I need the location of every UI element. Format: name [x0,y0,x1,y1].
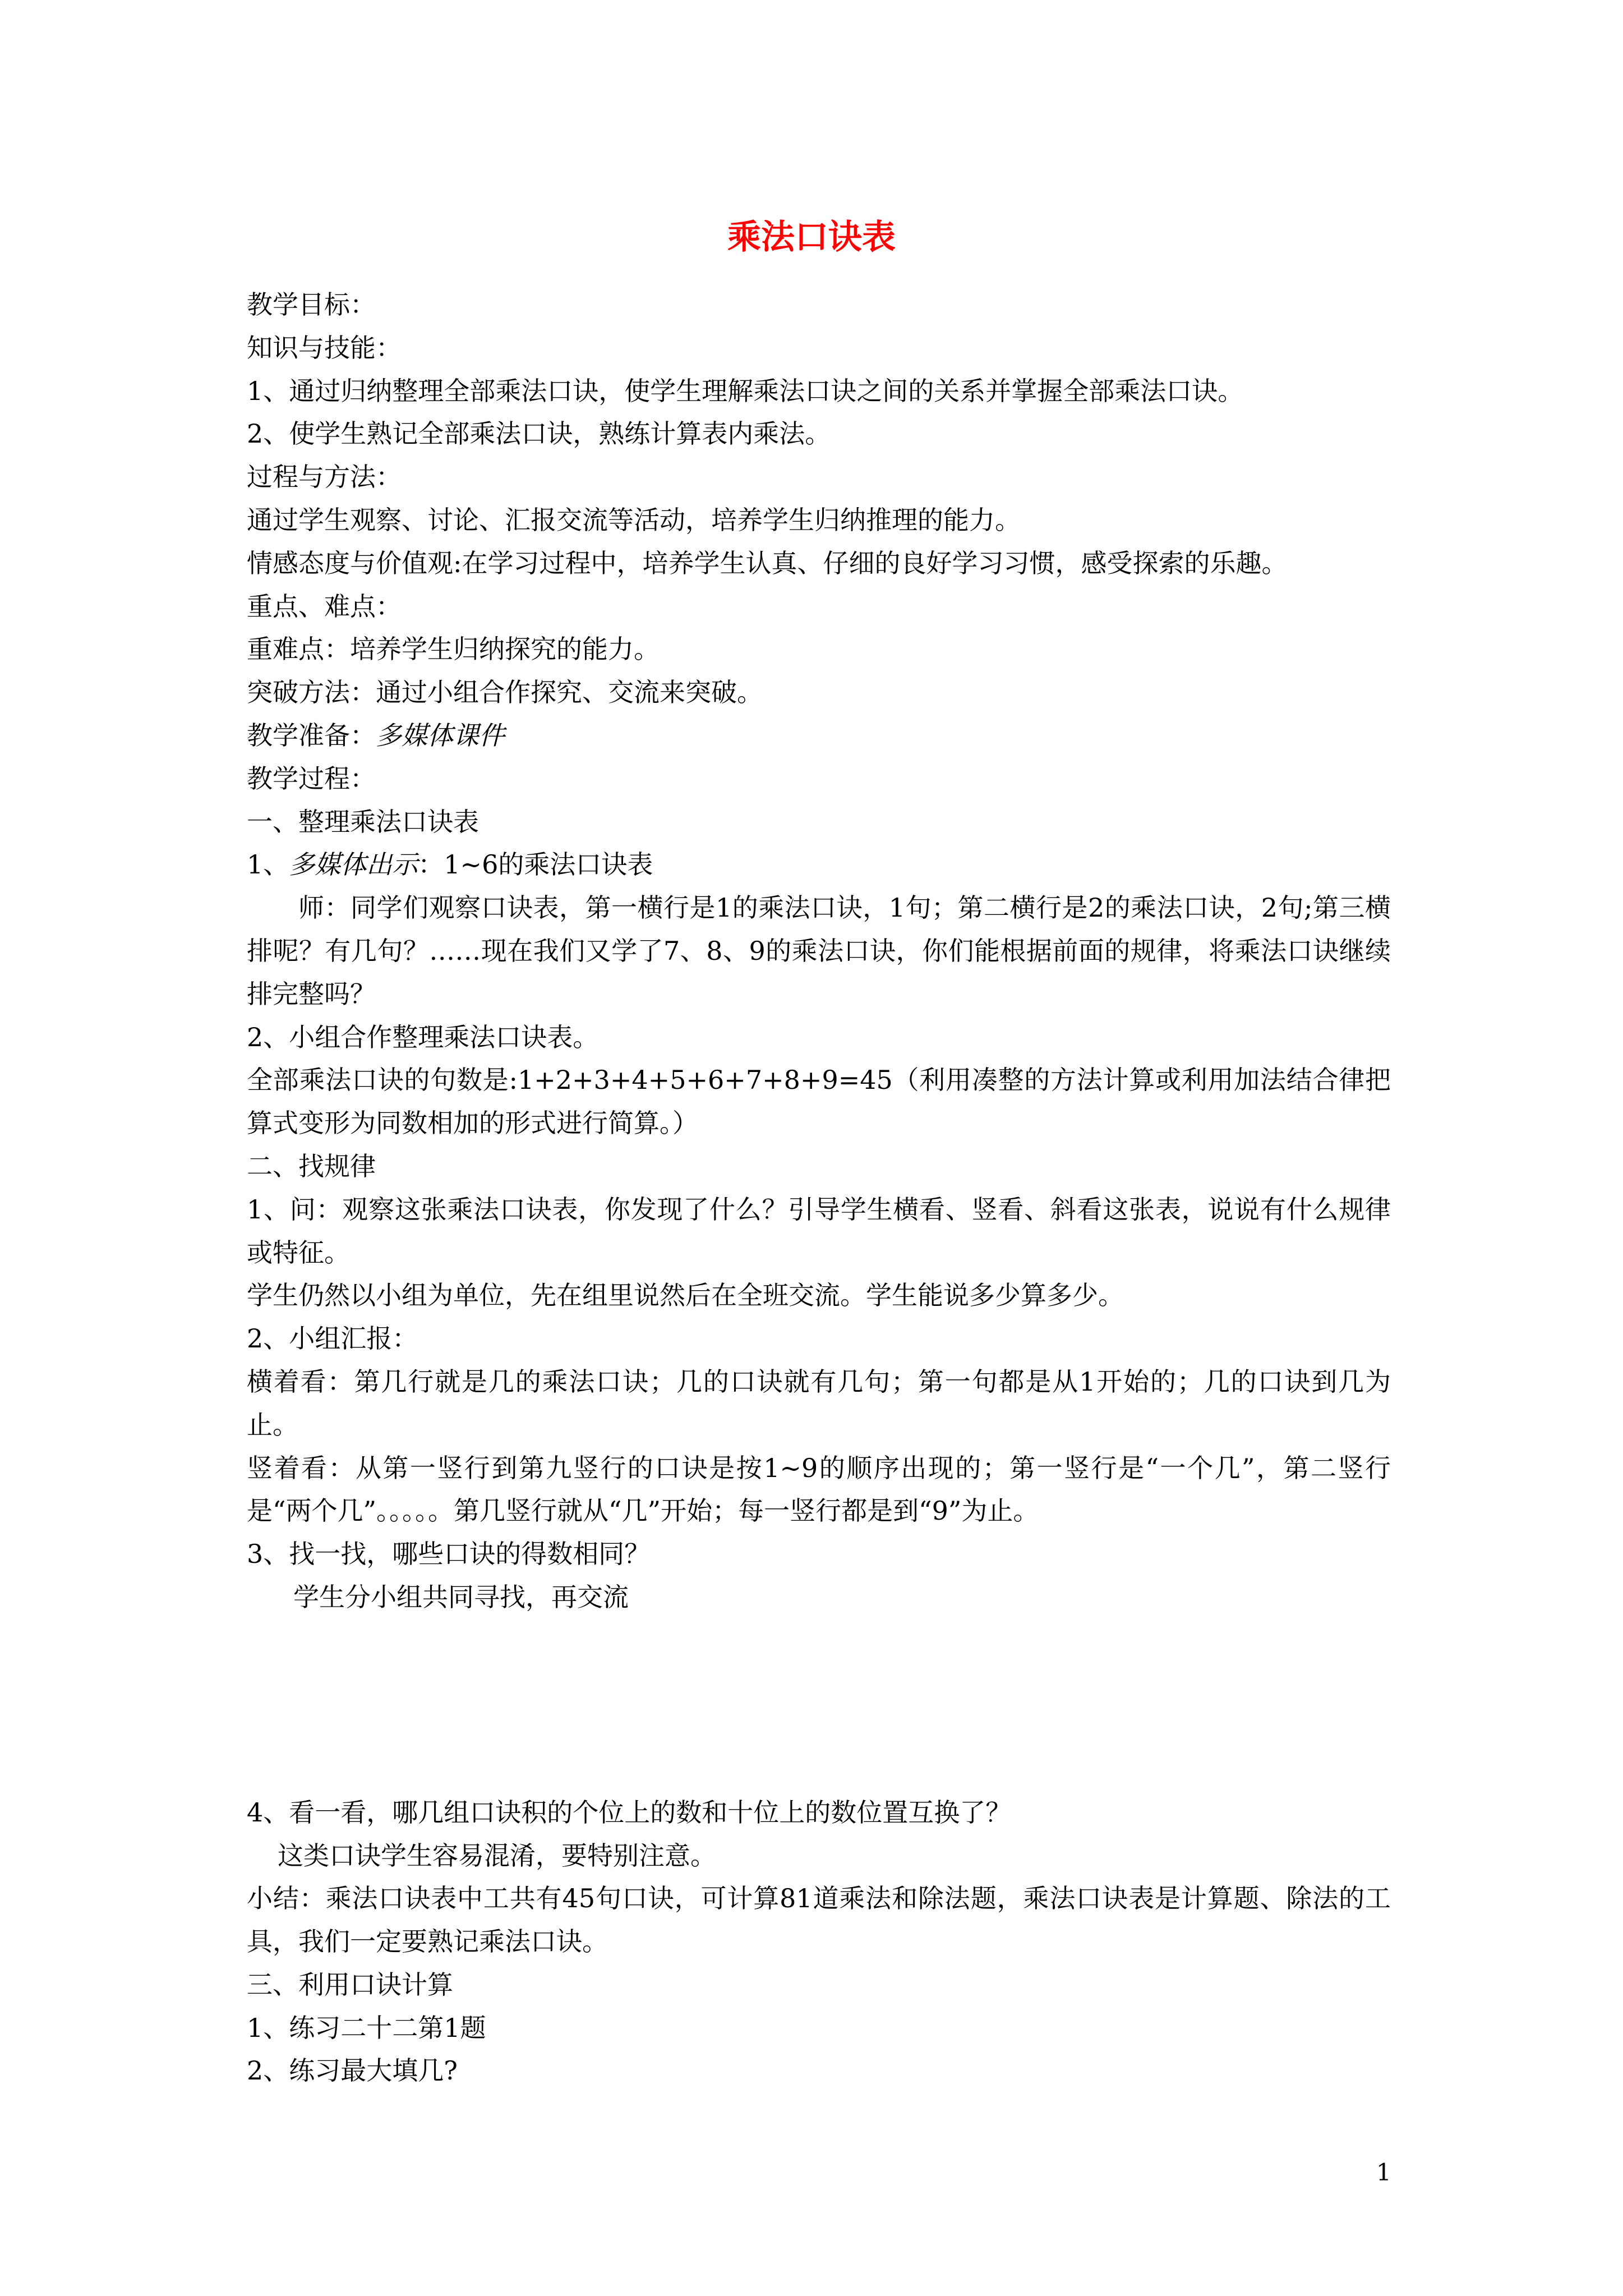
group-discussion-text: 学生仍然以小组为单位，先在组里说然后在全班交流。学生能说多少算多少。 [247,1280,1124,1311]
teacher-dialogue-paragraph: 师：同学们观察口诀表，第一横行是1的乘法口诀，1句；第二横行是2的乘法口诀，2句;第三横排呢？有几句？……现在我们又学了7、8、9的乘法口诀，你们能根据前面的规律，将乘法口诀继续排完整吗？ [247,892,1391,1009]
section-3-heading: 三、利用口诀计算 [247,1969,453,2000]
process-method-text: 通过学生观察、讨论、汇报交流等活动，培养学生归纳推理的能力。 [247,504,1021,535]
document-body [247,283,1391,2092]
attitude-values-text: 情感态度与价值观:在学习过程中，培养学生认真、仔细的良好学习习惯，感受探索的乐趣。 [247,547,1288,578]
question-paragraph: 1、问：观察这张乘法口诀表，你发现了什么？引导学生横看、竖看、斜看这张表，说说有什么规律或特征。 [247,1194,1391,1268]
teaching-prep-label: 教学准备： [247,720,376,751]
multimedia-display-text: ：1~6的乘法口诀表 [418,849,653,880]
find-same-products-item: 3、找一找，哪些口诀的得数相同？ [247,1539,651,1570]
key-points-heading: 重点、难点： [247,591,402,622]
knowledge-skills-heading: 知识与技能： [247,332,402,363]
section-2-heading: 二、找规律 [247,1151,376,1181]
goal-item-2: 2、使学生熟记全部乘法口诀，熟练计算表内乘法。 [247,418,831,449]
confusion-note: 这类口诀学生容易混淆，要特别注意。 [278,1840,716,1871]
section-1-heading: 一、整理乘法口诀表 [247,806,479,837]
multimedia-display-label: 多媒体出示 [289,849,418,880]
exercise-item-2: 2、练习最大填几? [247,2055,458,2086]
student-group-search-text: 学生分小组共同寻找，再交流 [293,1581,629,1612]
teaching-prep-line [247,714,1391,757]
goal-item-1: 1、通过归纳整理全部乘法口诀，使学生理解乘法口诀之间的关系并掌握全部乘法口诀。 [247,375,1244,406]
teaching-process-heading: 教学过程： [247,763,376,794]
digit-swap-item: 4、看一看，哪几组口诀积的个位上的数和十位上的数位置互换了？ [247,1797,1012,1828]
multimedia-display-line [247,843,1391,886]
total-count-paragraph: 全部乘法口诀的句数是:1+2+3+4+5+6+7+8+9=45（利用凑整的方法计算或利用加法结合律把算式变形为同数相加的形式进行简算。） [247,1065,1391,1139]
group-work-item: 2、小组合作整理乘法口诀表。 [247,1022,599,1052]
breakthrough-method-text: 突破方法：通过小组合作探究、交流来突破。 [247,677,763,708]
exercise-item-1: 1、练习二十二第1题 [247,2012,486,2043]
group-report-item: 2、小组汇报： [247,1323,418,1354]
key-difficulty-text: 重难点：培养学生归纳探究的能力。 [247,634,660,665]
teaching-prep-value: 多媒体课件 [376,720,505,751]
horizontal-view-paragraph: 横着看：第几行就是几的乘法口诀；几的口诀就有几句；第一句都是从1开始的；几的口诀到几为止。 [247,1366,1391,1440]
item-number: 1、 [247,849,289,880]
teaching-goals-heading: 教学目标： [247,289,376,320]
vertical-view-paragraph: 竖着看：从第一竖行到第九竖行的口诀是按1~9的顺序出现的；第一竖行是“一个几”，第二竖行是“两个几”。。。。。第几竖行就从“几”开始；每一竖行都是到“9”为止。 [247,1452,1391,1526]
document-title: 乘法口诀表 [727,218,896,257]
blank-space [247,1619,1391,1791]
process-method-heading: 过程与方法： [247,462,402,493]
page-number: 1 [1376,2159,1391,2186]
summary-paragraph: 小结：乘法口诀表中工共有45句口诀，可计算81道乘法和除法题，乘法口诀表是计算题、除法的工具，我们一定要熟记乘法口诀。 [247,1883,1391,1957]
